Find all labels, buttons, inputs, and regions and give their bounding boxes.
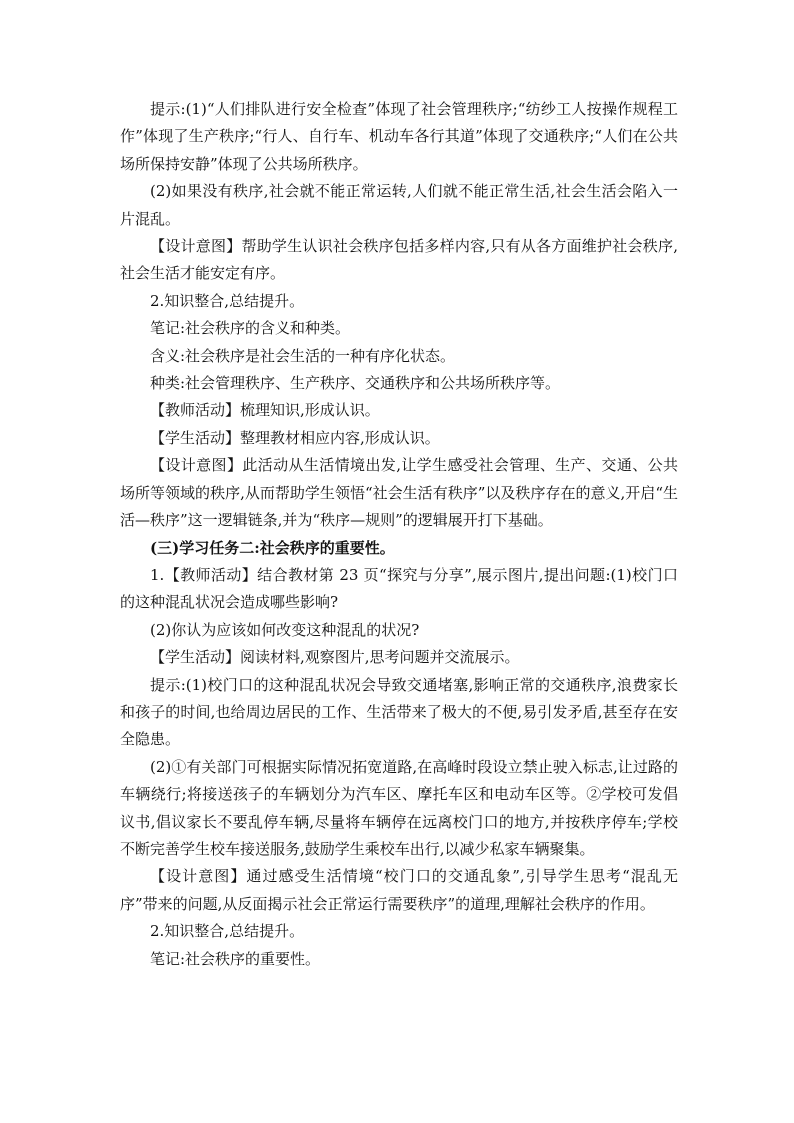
paragraph-knowledge-integration-2: 2.知识整合,总结提升。 [150, 922, 305, 941]
paragraph-design-intent-3: 【设计意图】通过感受生活情境“校门口的交通乱象”,引导学生思考“混乱无序”带来的问题,从反面揭示社会正常运行需要秩序”的道理,理解社会秩序的作用。 [120, 867, 678, 913]
paragraph-notes-2: 笔记:社会秩序的重要性。 [150, 949, 321, 968]
paragraph-student-activity-2: 【学生活动】阅读材料,观察图片,思考问题并交流展示。 [150, 648, 520, 667]
paragraph-hint-1: 提示:(1)“人们排队进行安全检查”体现了社会管理秩序;“纺纱工人按操作规程工作”体现了生产秩序;“行人、自行车、机动车各行其道”体现了交通秩序;“人们在公共场所保持安静”体现了公共场所秩序。 [120, 100, 678, 173]
paragraph-types: 种类:社会管理秩序、生产秩序、交通秩序和公共场所秩序等。 [150, 374, 561, 393]
paragraph-notes-1: 笔记:社会秩序的含义和种类。 [150, 319, 351, 338]
paragraph-definition: 含义:社会秩序是社会生活的一种有序化状态。 [150, 346, 456, 365]
paragraph-teacher-activity-2: 1.【教师活动】结合教材第 23 页“探究与分享”,展示图片,提出问题:(1)校门口的这种混乱状况会造成哪些影响? [120, 565, 678, 612]
paragraph-design-intent-2: 【设计意图】此活动从生活情境出发,让学生感受社会管理、生产、交通、公共场所等领域的秩序,从而帮助学生领悟“社会生活有秩序”以及秩序存在的意义,开启“生活—秩序”这一逻辑链条,并为“秩序—规则”的逻辑展开打下基础。 [120, 456, 678, 530]
paragraph-knowledge-integration-1: 2.知识整合,总结提升。 [150, 291, 305, 310]
paragraph-teacher-activity-1: 【教师活动】梳理知识,形成认识。 [150, 401, 380, 420]
paragraph-hint-4: (2)①有关部门可根据实际情况拓宽道路,在高峰时段设立禁止驶入标志,让过路的车辆绕行;将接送孩子的车辆划分为汽车区、摩托车区和电动车区等。②学校可发倡议书,倡议家长不要乱停车辆,尽量将车辆停在远离校门口的地方,并按秩序停车;学校不断完善学生校车接送服务,鼓励学生乘校车出行,以减少私家车辆聚集。 [120, 757, 678, 858]
paragraph-hint-2: (2)如果没有秩序,社会就不能正常运转,人们就不能正常生活,社会生活会陷入一片混乱。 [120, 182, 678, 228]
paragraph-design-intent-1: 【设计意图】帮助学生认识社会秩序包括多样内容,只有从各方面维护社会秩序,社会生活才能安定有序。 [120, 237, 678, 283]
document-body [120, 96, 678, 973]
paragraph-student-activity-1: 【学生活动】整理教材相应内容,形成认识。 [150, 428, 440, 447]
section-heading-task-2: (三)学习任务二:社会秩序的重要性。 [150, 538, 395, 557]
paragraph-hint-3: 提示:(1)校门口的这种混乱状况会导致交通堵塞,影响正常的交通秩序,浪费家长和孩子的时间,也给周边居民的工作、生活带来了极大的不便,易引发矛盾,甚至存在安全隐患。 [120, 675, 678, 749]
paragraph-question-2: (2)你认为应该如何改变这种混乱的状况? [150, 620, 420, 639]
